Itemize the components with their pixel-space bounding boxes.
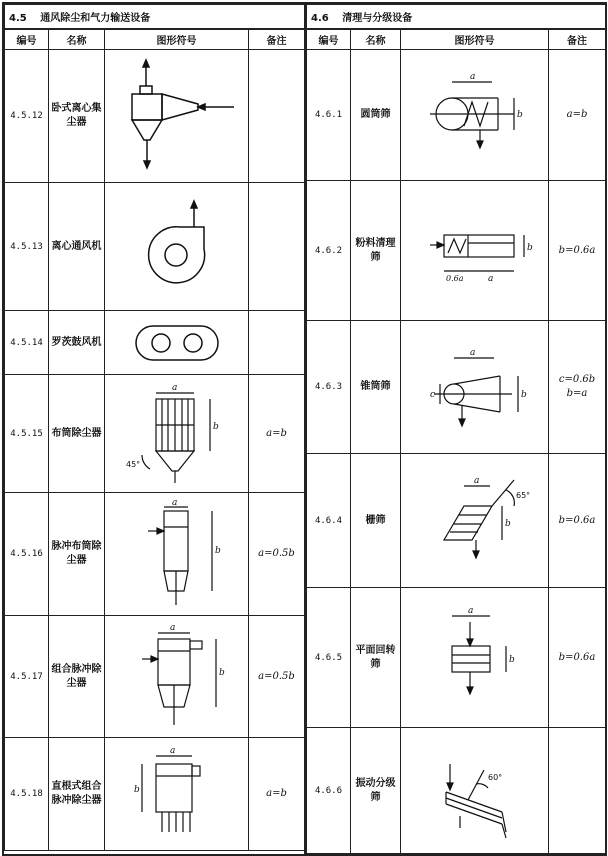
row-code: 4.6.5 bbox=[307, 588, 351, 728]
row-note: a=0.5b bbox=[249, 493, 305, 616]
row-name: 直根式组合脉冲除尘器 bbox=[49, 738, 105, 851]
horizontal-cyclone-symbol bbox=[112, 56, 242, 176]
row-code: 4.5.13 bbox=[5, 183, 49, 311]
table-row bbox=[307, 50, 606, 181]
row-code: 4.5.18 bbox=[5, 738, 49, 851]
flour-cleaning-sifter-symbol bbox=[410, 201, 540, 301]
table-row bbox=[5, 50, 305, 183]
row-name: 圆筒筛 bbox=[351, 50, 401, 181]
dim-label-b: b bbox=[214, 545, 221, 556]
section-number: 4.6 bbox=[311, 13, 329, 24]
header-code: 编号 bbox=[307, 29, 351, 50]
dim-angle-60: 60° bbox=[487, 772, 502, 782]
row-code: 4.5.15 bbox=[5, 375, 49, 493]
section-title: 通风除尘和气力输送设备 bbox=[40, 13, 151, 24]
row-name: 栅筛 bbox=[351, 454, 401, 588]
left-table bbox=[4, 4, 305, 851]
row-symbol bbox=[401, 588, 549, 728]
row-code: 4.6.1 bbox=[307, 50, 351, 181]
section-title: 清理与分级设备 bbox=[342, 13, 413, 24]
right-table bbox=[306, 4, 606, 854]
dim-label-b: b bbox=[504, 518, 511, 529]
row-code: 4.5.17 bbox=[5, 616, 49, 738]
section-heading-4-6 bbox=[307, 5, 606, 30]
drum-screen-symbol bbox=[410, 60, 540, 170]
roots-blower-symbol bbox=[127, 318, 227, 368]
table-row bbox=[307, 321, 606, 454]
row-code: 4.6.6 bbox=[307, 728, 351, 854]
table-row bbox=[5, 311, 305, 375]
dim-label-a: a bbox=[469, 72, 475, 82]
row-note: b=0.6a bbox=[549, 181, 606, 321]
table-row bbox=[307, 588, 606, 728]
row-note: a=b bbox=[249, 738, 305, 851]
dim-label-c: c bbox=[429, 390, 435, 400]
row-symbol bbox=[401, 321, 549, 454]
row-note: b=0.6a bbox=[549, 454, 606, 588]
dim-label-a: a bbox=[171, 497, 177, 508]
right-table-panel bbox=[304, 2, 607, 856]
dim-label-b: b bbox=[526, 242, 533, 253]
row-symbol bbox=[401, 728, 549, 854]
row-code: 4.5.14 bbox=[5, 311, 49, 375]
combined-pulse-filter-symbol bbox=[112, 621, 242, 733]
dim-label-b: b bbox=[508, 654, 515, 665]
dim-label-a: a bbox=[169, 746, 175, 756]
row-note bbox=[249, 50, 305, 183]
row-name: 离心通风机 bbox=[49, 183, 105, 311]
row-name: 罗茨鼓风机 bbox=[49, 311, 105, 375]
row-code: 4.5.12 bbox=[5, 50, 49, 183]
row-note: c=0.6b b=a bbox=[549, 321, 606, 454]
dim-label-a: a bbox=[487, 273, 493, 284]
dim-label-a: a bbox=[469, 348, 475, 358]
dim-label-b: b bbox=[516, 110, 523, 120]
section-heading-4-5 bbox=[5, 5, 305, 30]
row-note: b=0.6a bbox=[549, 588, 606, 728]
dim-label-b: b bbox=[218, 667, 225, 678]
header-note: 备注 bbox=[549, 29, 606, 50]
row-name: 组合脉冲除尘器 bbox=[49, 616, 105, 738]
dim-label-a: a bbox=[473, 475, 479, 486]
row-name: 布筒除尘器 bbox=[49, 375, 105, 493]
header-name: 名称 bbox=[351, 29, 401, 50]
row-code: 4.6.3 bbox=[307, 321, 351, 454]
bag-filter-symbol bbox=[112, 379, 242, 489]
vibrating-grading-screen-symbol bbox=[410, 736, 540, 846]
table-row bbox=[307, 454, 606, 588]
table-row bbox=[5, 183, 305, 311]
left-table-panel bbox=[2, 2, 306, 856]
centrifugal-fan-symbol bbox=[122, 197, 232, 297]
row-symbol bbox=[105, 311, 249, 375]
standard-symbol-sheet bbox=[2, 2, 605, 852]
row-symbol bbox=[105, 616, 249, 738]
row-symbol bbox=[105, 183, 249, 311]
row-note: a=b bbox=[549, 50, 606, 181]
row-name: 平面回转筛 bbox=[351, 588, 401, 728]
row-symbol bbox=[105, 493, 249, 616]
header-symbol: 图形符号 bbox=[401, 29, 549, 50]
table-row bbox=[5, 616, 305, 738]
header-note: 备注 bbox=[249, 29, 305, 50]
grid-screen-symbol bbox=[410, 466, 540, 576]
dim-angle-65: 65° bbox=[515, 490, 530, 500]
row-code: 4.6.2 bbox=[307, 181, 351, 321]
table-row bbox=[307, 181, 606, 321]
row-symbol bbox=[401, 50, 549, 181]
row-symbol bbox=[105, 738, 249, 851]
dim-label-b: b bbox=[212, 421, 219, 432]
row-symbol bbox=[401, 181, 549, 321]
row-symbol bbox=[105, 375, 249, 493]
dim-label-a: a bbox=[169, 622, 175, 633]
row-name: 锥筒筛 bbox=[351, 321, 401, 454]
row-code: 4.6.4 bbox=[307, 454, 351, 588]
header-symbol: 图形符号 bbox=[105, 29, 249, 50]
dim-label-a: a bbox=[467, 605, 473, 616]
table-row bbox=[5, 375, 305, 493]
table-row bbox=[307, 728, 606, 854]
row-note bbox=[249, 311, 305, 375]
plane-rotary-screen-symbol bbox=[410, 598, 540, 718]
dim-label-b: b bbox=[133, 785, 140, 795]
row-note bbox=[249, 183, 305, 311]
dim-label-a: a bbox=[171, 382, 177, 393]
row-name: 粉料清理筛 bbox=[351, 181, 401, 321]
table-row bbox=[5, 738, 305, 851]
cone-drum-screen-symbol bbox=[410, 332, 540, 442]
section-number: 4.5 bbox=[9, 13, 27, 24]
row-name: 脉冲布筒除尘器 bbox=[49, 493, 105, 616]
row-note bbox=[549, 728, 606, 854]
header-code: 编号 bbox=[5, 29, 49, 50]
row-note: a=b bbox=[249, 375, 305, 493]
straight-root-pulse-filter-symbol bbox=[112, 744, 242, 844]
pulse-bag-filter-symbol bbox=[112, 497, 242, 612]
dim-label-b: b bbox=[520, 390, 527, 400]
row-symbol bbox=[401, 454, 549, 588]
header-name: 名称 bbox=[49, 29, 105, 50]
dim-label-0-6a: 0.6a bbox=[445, 273, 463, 283]
row-name: 振动分级筛 bbox=[351, 728, 401, 854]
row-name: 卧式离心集尘器 bbox=[49, 50, 105, 183]
row-symbol bbox=[105, 50, 249, 183]
row-code: 4.5.16 bbox=[5, 493, 49, 616]
table-row bbox=[5, 493, 305, 616]
dim-angle-45: 45° bbox=[125, 459, 140, 469]
row-note: a=0.5b bbox=[249, 616, 305, 738]
